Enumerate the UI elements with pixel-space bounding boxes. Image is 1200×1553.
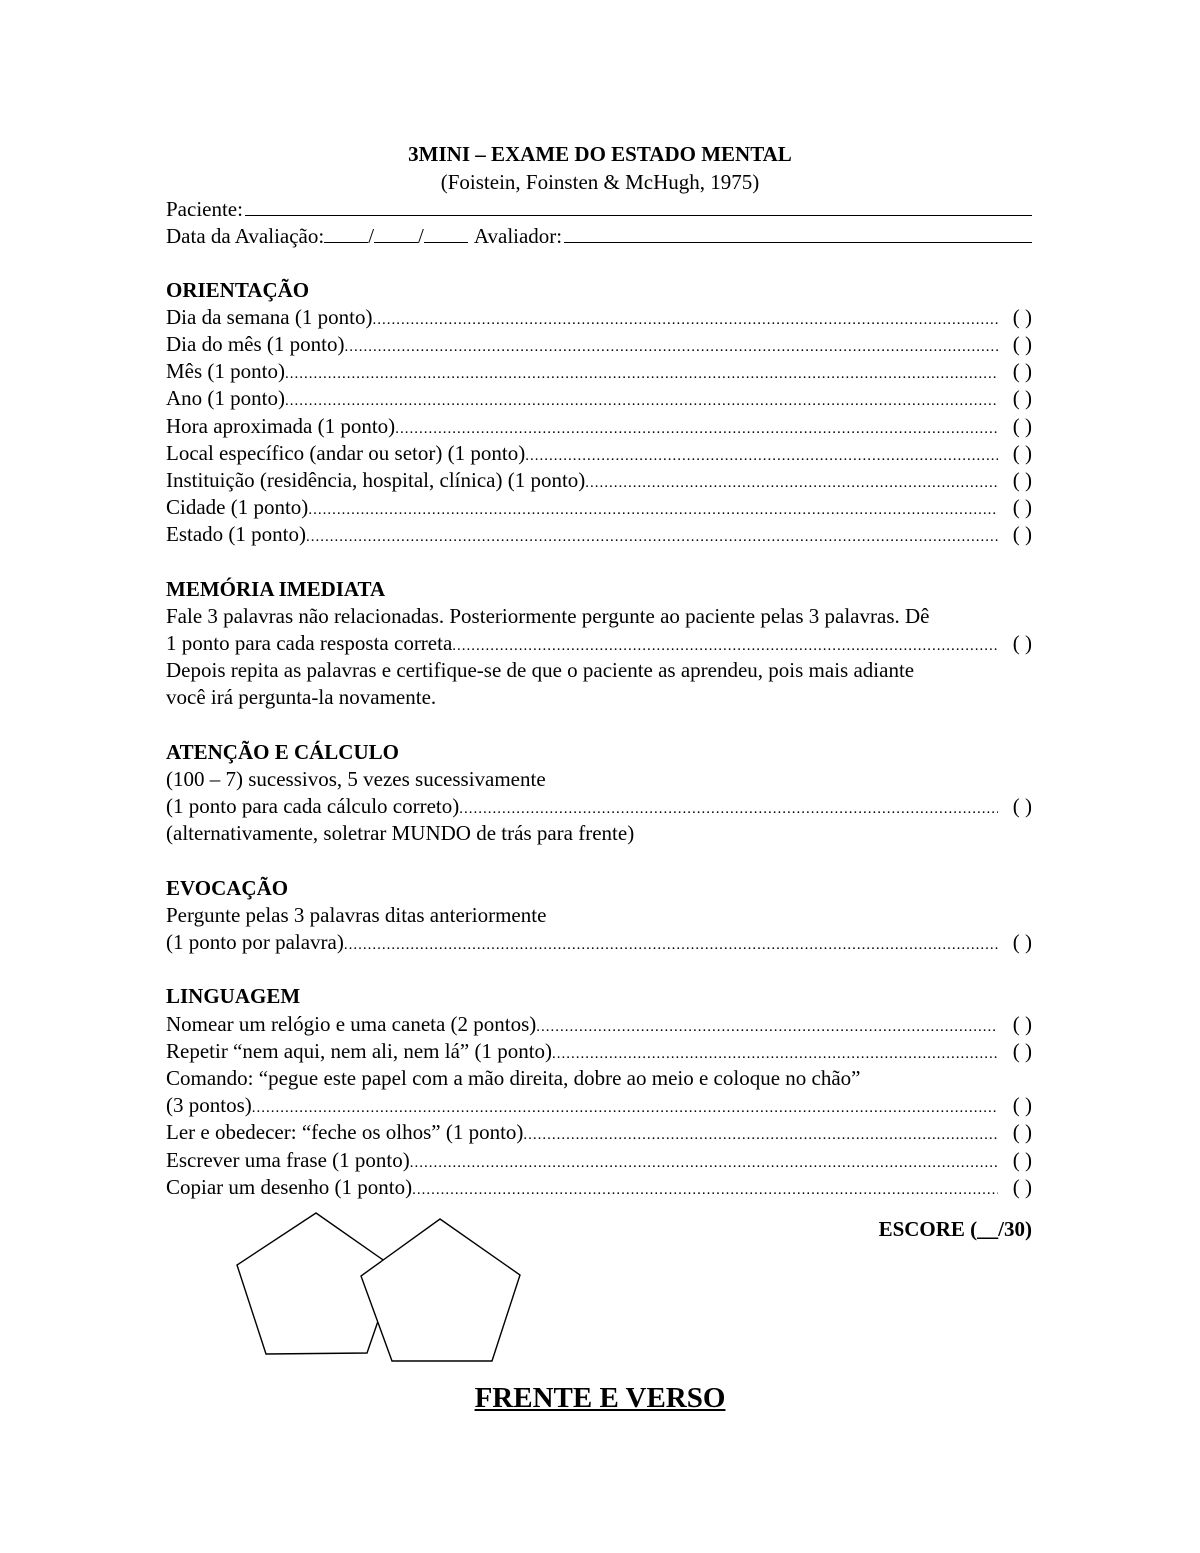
date-label: Data da Avaliação:: [166, 224, 325, 249]
language-item: Repetir “nem aqui, nem ali, nem lá” (1 ponto) ..... ( ): [166, 1038, 1032, 1065]
date-month-field[interactable]: [374, 222, 418, 243]
score-box[interactable]: ( ): [1012, 1147, 1032, 1172]
attention-heading: ATENÇÃO E CÁLCULO: [166, 739, 399, 764]
memory-heading: MEMÓRIA IMEDIATA: [166, 576, 386, 601]
language-item: Copiar um desenho (1 ponto) ..... ( ): [166, 1174, 1032, 1201]
orientation-item: Dia da semana (1 ponto) ..... ( ): [166, 304, 1032, 331]
language-item: Escrever uma frase (1 ponto) ..... ( ): [166, 1147, 1032, 1174]
score-box[interactable]: ( ): [1012, 440, 1032, 465]
memory-instruction: Depois repita as palavras e certifique-se de que o paciente as aprendeu, pois mais adiante: [166, 658, 915, 683]
orientation-item: Local específico (andar ou setor) (1 ponto) ..... ( ): [166, 440, 1032, 467]
orientation-item: Hora aproximada (1 ponto) ..... ( ): [166, 413, 1032, 440]
evaluator-label: Avaliador:: [473, 224, 563, 249]
recall-instruction: Pergunte pelas 3 palavras ditas anteriormente: [166, 902, 547, 927]
score-box[interactable]: ( ): [1012, 495, 1032, 520]
orientation-item: Instituição (residência, hospital, clínica) (1 ponto) ..... ( ): [166, 467, 1032, 494]
score-box[interactable]: ( ): [1012, 304, 1032, 329]
score-box[interactable]: ( ): [1012, 331, 1032, 356]
language-heading: LINGUAGEM: [166, 984, 301, 1009]
score-box[interactable]: ( ): [1012, 413, 1032, 438]
score-box[interactable]: ( ): [1012, 1120, 1032, 1145]
recall-heading: EVOCAÇÃO: [166, 875, 289, 900]
score-box[interactable]: ( ): [1012, 930, 1032, 955]
evaluator-field[interactable]: [564, 222, 1032, 243]
form-subtitle: (Foistein, Foinsten & McHugh, 1975): [440, 170, 760, 194]
pentagon-right: [361, 1219, 520, 1361]
language-item: Nomear um relógio e uma caneta (2 pontos) ..... ( ): [166, 1011, 1032, 1038]
score-box[interactable]: ( ): [1012, 1093, 1032, 1118]
score-box[interactable]: ( ): [1012, 794, 1032, 819]
total-score: ESCORE (__/30): [878, 1217, 1032, 1241]
memory-instruction: você irá pergunta-la novamente.: [166, 685, 437, 710]
score-box[interactable]: ( ): [1012, 386, 1032, 411]
memory-instruction: Fale 3 palavras não relacionadas. Posteriormente pergunte ao paciente pelas 3 palavras. Dê: [166, 603, 930, 628]
patient-row: [166, 195, 1032, 222]
attention-instruction: (alternativamente, soletrar MUNDO de trás para frente): [166, 821, 635, 846]
orientation-heading: ORIENTAÇÃO: [166, 277, 310, 302]
date-row: [166, 222, 1032, 249]
language-item: (3 pontos) ..... ( ): [166, 1092, 1032, 1119]
score-box[interactable]: ( ): [1012, 631, 1032, 655]
orientation-item: Estado (1 ponto) ..... ( ): [166, 521, 1032, 548]
score-box[interactable]: ( ): [1012, 1038, 1032, 1063]
date-day-field[interactable]: [324, 222, 368, 243]
attention-instruction: (100 – 7) sucessivos, 5 vezes sucessivamente: [166, 766, 546, 791]
orientation-item: Cidade (1 ponto) ..... ( ): [166, 494, 1032, 521]
date-separator: /: [368, 224, 375, 249]
footer-note: FRENTE E VERSO: [474, 1382, 726, 1414]
date-year-field[interactable]: [424, 222, 468, 243]
date-separator: /: [418, 224, 424, 249]
intersecting-pentagons-drawing: [230, 1210, 530, 1370]
language-instruction: Comando: “pegue este papel com a mão direita, dobre ao meio e coloque no chão”: [166, 1066, 861, 1090]
patient-field[interactable]: [245, 195, 1032, 216]
score-box[interactable]: ( ): [1012, 1174, 1032, 1199]
score-box[interactable]: ( ): [1012, 1011, 1032, 1036]
orientation-item: Dia do mês (1 ponto) ..... ( ): [166, 331, 1032, 358]
language-item: Ler e obedecer: “feche os olhos” (1 ponto) ..... ( ): [166, 1119, 1032, 1146]
score-box[interactable]: ( ): [1012, 522, 1032, 547]
attention-item: (1 ponto para cada cálculo correto) ..... ( ): [166, 793, 1032, 820]
recall-item: (1 ponto por palavra) ..... ( ): [166, 929, 1032, 956]
orientation-item: Mês (1 ponto) ..... ( ): [166, 358, 1032, 385]
patient-label: Paciente:: [166, 197, 243, 221]
orientation-item: Ano (1 ponto) ..... ( ): [166, 385, 1032, 412]
form-body: [166, 195, 1032, 1201]
memory-item: 1 ponto para cada resposta correta ..... ( ): [166, 630, 1032, 657]
score-box[interactable]: ( ): [1012, 359, 1032, 384]
score-box[interactable]: ( ): [1012, 467, 1032, 492]
form-title: 3MINI – EXAME DO ESTADO MENTAL: [408, 142, 792, 166]
